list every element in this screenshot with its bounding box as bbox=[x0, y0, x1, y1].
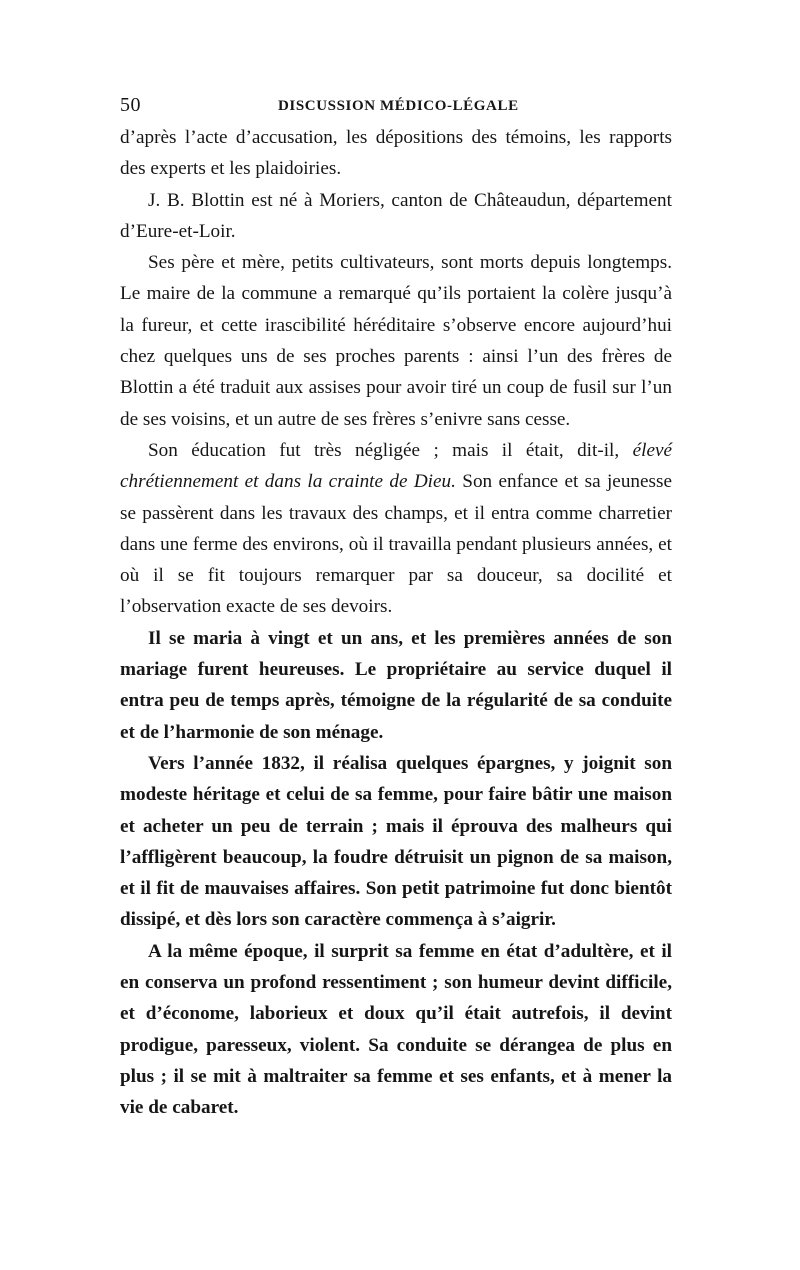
page-header bbox=[120, 92, 672, 118]
paragraph-continuation: d’après l’acte d’accusation, les dépositions des témoins, les rapports des experts et les plaidoiries. bbox=[120, 127, 672, 180]
education-italic-quote: élevé chrétiennement et dans la crainte de Dieu. bbox=[120, 439, 672, 493]
paragraph-same-epoch: A la même époque, il surprit sa femme en état d’adultère, et il en conserva un profond ressentiment ; son humeur devint difficile, et d’économe, laborieux et doux qu’il était autrefois, il devint prodigue, paresseux, violent. Sa conduite se dérangea de plus en plus ; il se mit à maltraiter sa femme et ses enfants, et à mener la vie de cabaret. bbox=[120, 940, 672, 1119]
paragraph-year-1832: Vers l’année 1832, il réalisa quelques épargnes, y joignit son modeste héritage et celui de sa femme, pour faire bâtir une maison et acheter un peu de terrain ; mais il éprouva des malheurs qui l’affligèrent beaucoup, la foudre détruisit un pignon de sa maison, et il fit de mauvaises affaires. Son petit patrimoine fut donc bientôt dissipé, et dès lors son caractère commença à s’aigrir. bbox=[120, 752, 672, 931]
education-text-start: Son éducation fut très négligée ; mais il était, dit-il, bbox=[148, 439, 633, 461]
paragraph-birthplace: J. B. Blottin est né à Moriers, canton de Châteaudun, département d’Eure-et-Loir. bbox=[120, 189, 672, 242]
paragraph-parents: Ses père et mère, petits cultivateurs, sont morts depuis longtemps. Le maire de la commune a remarqué qu’ils portaient la colère jusqu’à la fureur, et cette irascibilité héréditaire s’observe encore aujourd’hui chez quelques uns de ses proches parents : ainsi l’un des frères de Blottin a été traduit aux assises pour avoir tiré un coup de fusil sur l’un de ses voisins, et un autre de ses frères s’enivre sans cesse. bbox=[120, 252, 672, 430]
paragraph-education bbox=[120, 435, 672, 623]
education-text-end: Son enfance et sa jeunesse se passèrent dans les travaux des champs, et il entra comme charretier dans une ferme des environs, où il travailla pendant plusieurs années, et où il se fit toujours remarquer par sa douceur, sa docilité et l’observation exacte de ses devoirs. bbox=[120, 471, 672, 618]
running-title: DISCUSSION MÉDICO-LÉGALE bbox=[278, 98, 519, 114]
page-number: 50 bbox=[120, 94, 141, 116]
body-text bbox=[120, 122, 672, 1124]
paragraph-marriage: Il se maria à vingt et un ans, et les premières années de son mariage furent heureuses. Le propriétaire au service duquel il entra peu de temps après, témoigne de la régularité de sa conduite et de l’harmonie de son ménage. bbox=[120, 627, 672, 743]
